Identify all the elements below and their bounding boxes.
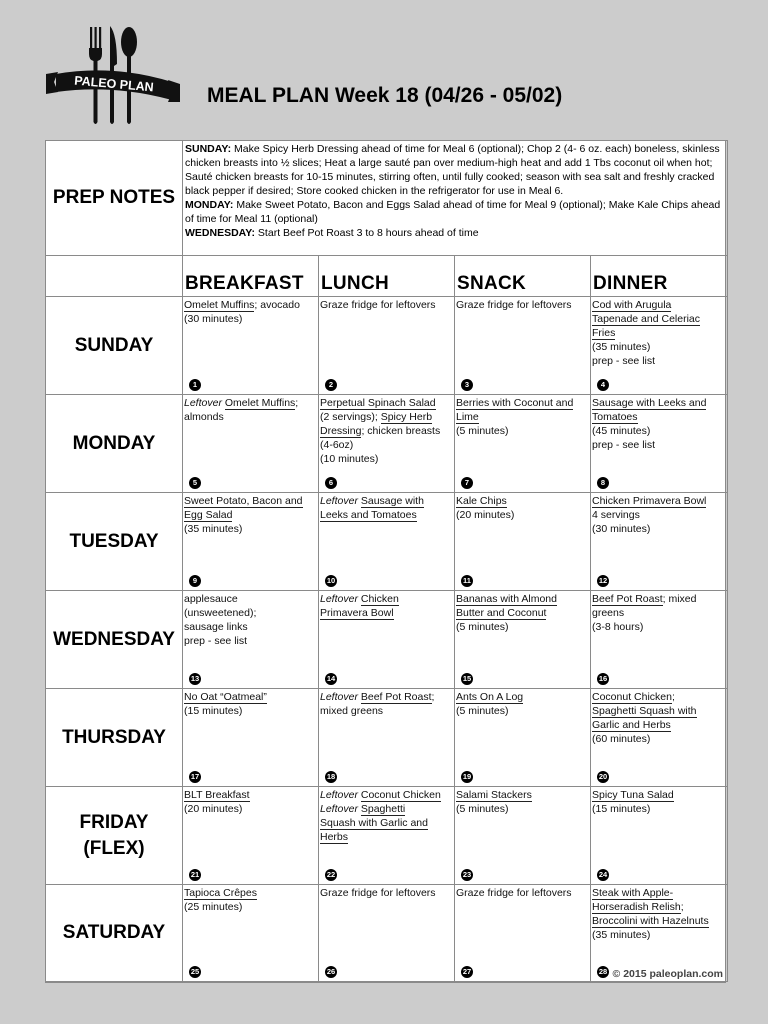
recipe-link[interactable]: Squash with Garlic and [320,817,428,829]
meal-text: (20 minutes) [456,509,515,521]
meal-line [456,396,589,410]
meal-line [184,592,317,606]
meal-cell-snack [455,591,591,689]
header-lunch: LUNCH [319,256,455,297]
meal-line [592,802,726,816]
meal-cell-lunch [319,493,455,591]
meal-line [320,298,453,312]
meal-cell-breakfast [183,885,319,982]
meal-line [320,788,453,802]
recipe-link[interactable]: Tapenade and Celeriac [592,313,700,325]
meal-cell-dinner [591,395,728,493]
meal-text: (35 minutes) [184,523,243,535]
header-corner [46,256,183,297]
meal-text: mixed greens [320,705,384,717]
meal-line [592,354,726,368]
meal-number-badge: 2 [325,379,337,391]
meal-number-badge: 5 [189,477,201,489]
meal-cell-dinner [591,591,728,689]
meal-text: (4-6oz) [320,439,354,451]
day-label-line: (FLEX) [83,837,145,859]
recipe-link[interactable]: Chicken [360,593,399,605]
meal-number-badge: 11 [461,575,473,587]
meal-number-badge: 8 [597,477,609,489]
recipe-link[interactable]: Leeks and Tomatoes [320,509,417,521]
meal-number-badge: 19 [462,772,472,781]
meal-text: (5 minutes) [456,621,509,633]
meal-text: ; mixed [662,593,697,605]
meal-number-badge: 23 [462,870,472,879]
meal-number-badge: 17 [190,772,200,781]
meal-line [592,718,726,732]
meal-line [184,522,317,536]
meal-number-badge: 12 [598,576,608,585]
meal-line [184,788,317,802]
meal-line [456,424,589,438]
meal-line [592,312,726,326]
day-row [46,297,728,395]
recipe-link[interactable]: Sweet Potato, Bacon and [184,495,303,507]
meal-text: Graze fridge for leftovers [456,299,572,311]
meal-text: (3-8 hours) [592,621,644,633]
meal-number-badge: 9 [189,575,201,587]
meal-line [320,606,453,620]
meal-line [456,788,589,802]
meal-line [592,732,726,746]
header-breakfast: BREAKFAST [183,256,319,297]
leftover-tag: Leftover [320,593,358,605]
prep-notes-text [183,141,728,256]
meal-number-badge: 25 [190,967,200,976]
meal-line [456,508,589,522]
prep-notes-label: PREP NOTES [46,141,183,256]
meal-cell-lunch [319,297,455,395]
meal-text: Graze fridge for leftovers [456,887,572,899]
prep-notes-row [46,141,728,256]
meal-line [592,886,726,900]
meal-line [320,802,453,816]
recipe-link[interactable]: Egg Salad [184,509,233,521]
meal-line [320,816,453,830]
meal-line [184,690,317,704]
meal-line [184,396,317,410]
day-label: TUESDAY [46,493,183,591]
recipe-link[interactable]: Cod with Arugula [592,299,672,311]
day-row [46,493,728,591]
meal-number-badge: 24 [598,870,608,879]
meal-text: (35 minutes) [592,929,651,941]
meal-line [592,704,726,718]
meal-text: ; [680,901,684,913]
recipe-link[interactable]: Coconut Chicken [592,691,672,703]
meal-line [320,424,453,438]
leftover-tag: Leftover [320,789,358,801]
recipe-link[interactable]: Sausage with [360,495,424,507]
recipe-link[interactable]: Bananas with Almond [456,593,557,605]
meal-line [592,928,726,942]
meal-number-badge: 13 [190,674,200,683]
meal-line [592,788,726,802]
meal-line [592,298,726,312]
day-row [46,689,728,787]
meal-text: ; [295,397,299,409]
recipe-link[interactable]: Herbs [320,831,349,843]
meal-line [320,396,453,410]
meal-text: prep - see list [184,635,248,647]
meal-line [592,690,726,704]
meal-text: Graze fridge for leftovers [320,299,436,311]
meal-text: (60 minutes) [592,733,651,745]
meal-line [456,592,589,606]
meal-number-badge: 3 [461,379,473,391]
meal-number-badge: 15 [462,674,472,683]
recipe-link[interactable]: Steak with Apple- [592,887,674,899]
recipe-link[interactable]: Tomatoes [592,411,638,423]
meal-line [592,914,726,928]
recipe-link[interactable]: Berries with Coconut and [456,397,574,409]
meal-line [456,410,589,424]
meal-cell-dinner [591,787,728,885]
meal-cell-breakfast [183,395,319,493]
recipe-link[interactable]: Omelet Muffins [184,299,255,311]
day-label: SUNDAY [46,297,183,395]
meal-text: almonds [184,411,224,423]
meal-line [592,396,726,410]
prep-note-sunday: SUNDAY: Make Spicy Herb Dressing ahead of time for Meal 6 (optional); Chop 2 (4- 6 oz. each) boneless, skinless chicken breasts into ½ slices; Heat a large sauté pan over medium-high heat and add 1 Tbs coconut oil when hot; Sauté chicken breasts for 10-15 minutes, stirring often, until fully cooked; season with sea salt and freshly cracked black pepper if desired; Store cooked chicken in the refrigerator for use in Meal 6. [185,143,720,197]
meal-number-badge: 27 [462,967,472,976]
meal-number-badge: 4 [597,379,609,391]
recipe-link[interactable]: Salami Stackers [456,789,532,801]
meal-line [184,886,317,900]
meal-line [320,452,453,466]
day-row [46,787,728,885]
meal-cell-lunch [319,885,455,982]
meal-cell-lunch [319,689,455,787]
meal-text: prep - see list [592,355,656,367]
meal-line [184,312,317,326]
meal-text: (15 minutes) [592,803,651,815]
meal-line [592,438,726,452]
meal-line [184,298,317,312]
meal-line [456,704,589,718]
meal-cell-breakfast [183,297,319,395]
meal-line [592,410,726,424]
meal-number-badge: 21 [190,870,200,879]
meal-line [320,830,453,844]
meal-line [456,606,589,620]
recipe-link[interactable]: Spicy Tuna Salad [592,789,674,801]
day-row [46,885,728,982]
meal-line [320,704,453,718]
meal-cell-snack [455,493,591,591]
meal-line [184,900,317,914]
meal-text: sausage links [184,621,248,633]
meal-line [320,410,453,424]
meal-text: (30 minutes) [592,523,651,535]
meal-text: (35 minutes) [592,341,651,353]
meal-cell-dinner [591,493,728,591]
recipe-link[interactable]: Horseradish Relish [592,901,681,913]
meal-cell-snack [455,885,591,982]
recipe-link[interactable]: Garlic and Herbs [592,719,671,731]
meal-text: (15 minutes) [184,705,243,717]
meal-text: applesauce [184,593,238,605]
recipe-link[interactable]: Tapioca Crêpes [184,887,257,899]
day-label-line: FRIDAY [79,811,149,833]
meal-text: (2 servings); [320,411,381,423]
meal-text: (5 minutes) [456,705,509,717]
recipe-link[interactable]: Perpetual Spinach Salad [320,397,436,409]
meal-number-badge: 7 [461,477,473,489]
meal-text: ; avocado [254,299,300,311]
meal-text: (5 minutes) [456,803,509,815]
meal-text: (unsweetened); [184,607,257,619]
meal-number-badge: 22 [326,870,336,879]
meal-plan-table [45,140,728,982]
meal-line [456,886,589,900]
leftover-tag: Leftover [320,495,358,507]
meal-text: (5 minutes) [456,425,509,437]
meal-cell-breakfast [183,493,319,591]
meal-text: (20 minutes) [184,803,243,815]
meal-number-badge: 10 [326,576,336,585]
logo-text: PALEO PLAN [73,73,155,95]
recipe-link[interactable]: Coconut Chicken [360,789,441,801]
recipe-link[interactable]: Ants On A Log [456,691,524,703]
meal-line [456,620,589,634]
meal-text: (45 minutes) [592,425,651,437]
meal-line [184,410,317,424]
copyright: © 2015 paleoplan.com [612,968,723,980]
recipe-link[interactable]: Primavera Bowl [320,607,394,619]
day-label [46,787,183,885]
header-dinner: DINNER [591,256,728,297]
day-row [46,395,728,493]
recipe-link[interactable]: Omelet Muffins [224,397,296,409]
recipe-link[interactable]: Spicy Herb [380,411,433,423]
recipe-link[interactable]: Chicken Primavera Bowl [592,495,707,507]
meal-number-badge: 18 [326,772,336,781]
meal-line [184,704,317,718]
leftover-tag: Leftover [320,803,358,815]
meal-cell-breakfast [183,787,319,885]
recipe-link[interactable]: Spaghetti Squash with [592,705,697,717]
meal-line [320,886,453,900]
prep-note-wednesday: WEDNESDAY: Start Beef Pot Roast 3 to 8 hours ahead of time [185,227,479,239]
day-label: SATURDAY [46,885,183,982]
meal-line [184,802,317,816]
meal-line [184,606,317,620]
recipe-link[interactable]: BLT Breakfast [184,789,250,801]
meal-number-badge: 6 [325,477,337,489]
meal-line [592,592,726,606]
meal-number-badge: 20 [598,772,608,781]
meal-line [456,802,589,816]
meal-text: (10 minutes) [320,453,379,465]
recipe-link[interactable]: Fries [592,327,616,339]
meal-number-badge: 14 [326,674,336,683]
meal-line [456,690,589,704]
day-label: MONDAY [46,395,183,493]
prep-note-monday: MONDAY: Make Sweet Potato, Bacon and Eggs Salad ahead of time for Meal 9 (optional); Make Kale Chips ahead of time for Meal 11 (optional) [185,199,721,225]
meal-cell-snack [455,297,591,395]
meal-line [320,438,453,452]
recipe-link[interactable]: Beef Pot Roast [360,691,432,703]
meal-cell-lunch [319,787,455,885]
meal-text: prep - see list [592,439,656,451]
meal-text: (25 minutes) [184,901,243,913]
recipe-link[interactable]: Butter and Coconut [456,607,547,619]
meal-line [184,508,317,522]
meal-cell-dinner [591,885,728,982]
meal-cell-lunch [319,591,455,689]
meal-line [456,494,589,508]
meal-text: 4 servings [592,509,640,521]
day-label: THURSDAY [46,689,183,787]
leftover-tag: Leftover [320,691,358,703]
meal-number-badge: 1 [189,379,201,391]
meal-line [320,508,453,522]
meal-text: greens [592,607,625,619]
meal-line [592,606,726,620]
meal-line [184,620,317,634]
recipe-link[interactable]: Lime [456,411,479,423]
meal-line [184,634,317,648]
meal-line [592,326,726,340]
meal-line [592,508,726,522]
meal-text: (30 minutes) [184,313,243,325]
page-title: MEAL PLAN Week 18 (04/26 - 05/02) [207,84,563,107]
meal-cell-snack [455,689,591,787]
meal-text: ; chicken breasts [361,425,441,437]
column-header-row [46,256,728,297]
recipe-link[interactable]: Broccolini with Hazelnuts [592,915,709,927]
meal-line [320,592,453,606]
meal-line [320,690,453,704]
recipe-link[interactable]: Sausage with Leeks and [592,397,707,409]
meal-line [592,424,726,438]
meal-line [456,298,589,312]
recipe-link[interactable]: Kale Chips [456,495,507,507]
meal-cell-breakfast [183,591,319,689]
meal-number-badge: 26 [326,967,336,976]
meal-plan-sheet [45,140,726,983]
paleo-plan-logo [44,24,184,130]
meal-text: ; [431,691,435,703]
meal-line [592,620,726,634]
meal-cell-snack [455,395,591,493]
meal-line [592,494,726,508]
recipe-link[interactable]: Beef Pot Roast [592,593,663,605]
header-snack: SNACK [455,256,591,297]
meal-line [592,522,726,536]
meal-cell-lunch [319,395,455,493]
recipe-link[interactable]: Spaghetti [360,803,406,815]
meal-number-badge: 28 [598,967,608,976]
meal-number-badge: 16 [598,674,608,683]
meal-line [184,494,317,508]
meal-line [592,340,726,354]
meal-text: ; [671,691,675,703]
meal-line [320,494,453,508]
meal-line [592,900,726,914]
meal-cell-dinner [591,689,728,787]
meal-text: Graze fridge for leftovers [320,887,436,899]
recipe-link[interactable]: Dressing [320,425,362,437]
leftover-tag: Leftover [184,397,222,409]
meal-cell-snack [455,787,591,885]
meal-cell-dinner [591,297,728,395]
meal-cell-breakfast [183,689,319,787]
recipe-link[interactable]: No Oat “Oatmeal” [184,691,267,703]
day-label: WEDNESDAY [46,591,183,689]
day-row [46,591,728,689]
